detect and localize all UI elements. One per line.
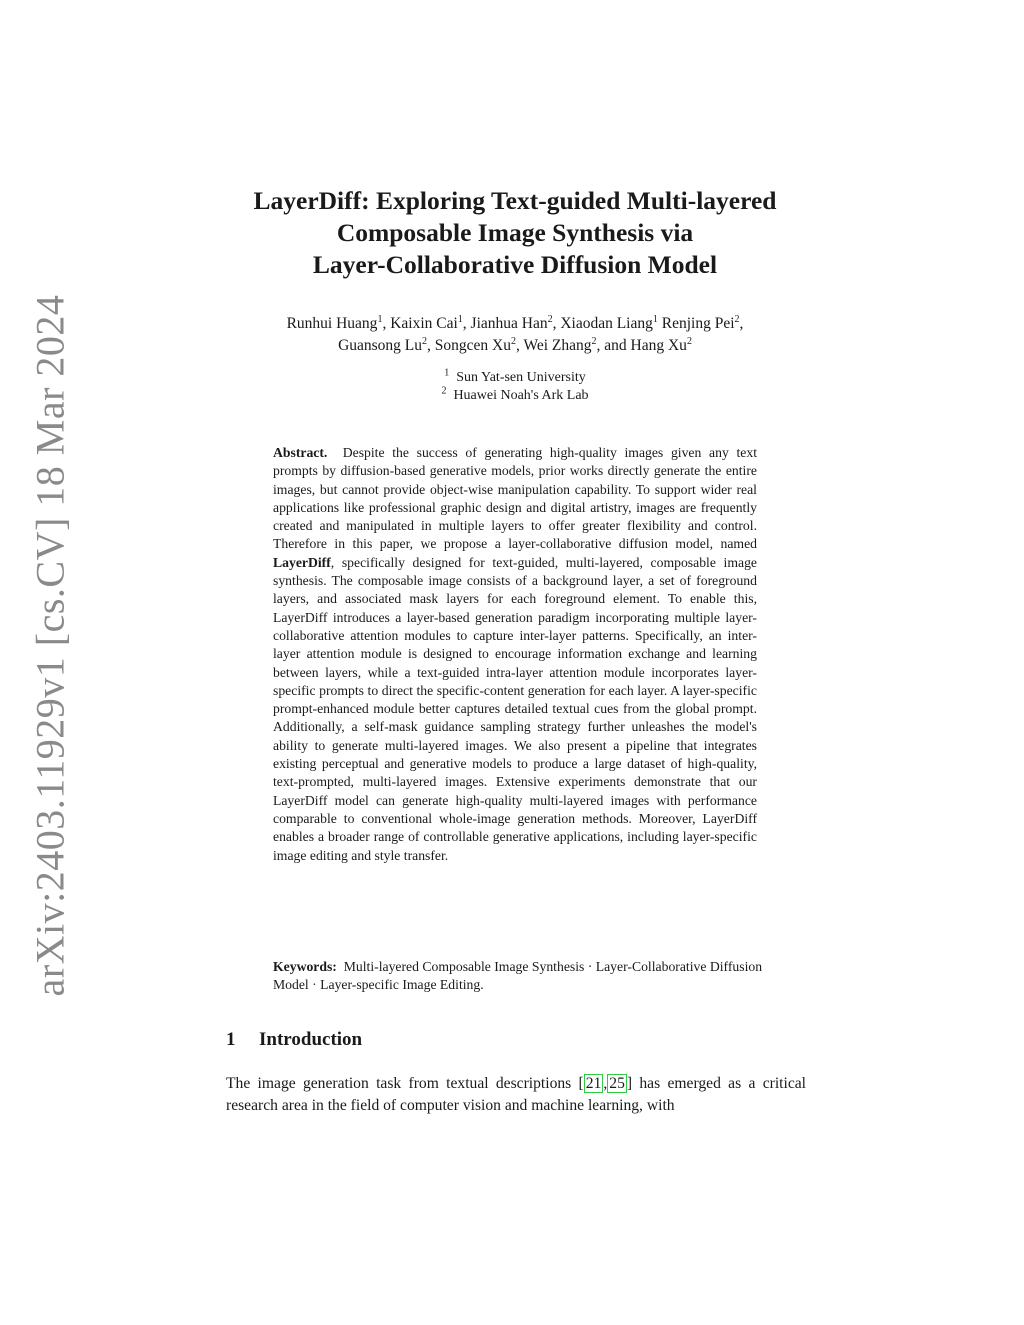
affiliation-number: 1	[444, 367, 450, 379]
author-separator: ,	[462, 315, 471, 332]
title-line: LayerDiff: Exploring Text-guided Multi-layered	[253, 186, 777, 215]
author-affiliation-mark: 1	[652, 313, 658, 325]
abstract-text: Despite the success of generating high-quality images given any text prompts by diffusion-based generative models, prior works directly generate the entire images, but cannot provide object-wise manipulation capability. To support wider real applications like professional graphic design and digital artistry, images are frequently created and manipulated in multiple layers to offer greater flexibility and control. Therefore in this paper, we propose a layer-collaborative diffusion model, named	[273, 445, 758, 552]
author-name: Kaixin Cai	[390, 315, 458, 332]
keywords-label: Keywords:	[273, 959, 337, 974]
intro-text: has emerged as a critical research area in the field of computer vision and machine learning, with	[226, 1075, 807, 1114]
author-separator: ,	[515, 337, 524, 354]
author-affiliation-mark: 2	[422, 335, 428, 347]
citation-separator: ,	[603, 1075, 608, 1092]
affiliation-name: Sun Yat-sen University	[456, 370, 586, 385]
affiliation-item	[300, 387, 730, 405]
author-separator: ,	[739, 315, 744, 332]
author-affiliation-mark: 1	[457, 313, 463, 325]
author-affiliation-mark: 2	[510, 335, 516, 347]
author-name: Xiaodan Liang	[560, 315, 653, 332]
author-separator: , and	[596, 337, 631, 354]
author-separator: ,	[552, 315, 561, 332]
intro-paragraph: The image generation task from textual descriptions [ 21 , 25 ] has emerged as a critical research area in the field of computer vision and machine learning, with	[226, 1075, 807, 1114]
citation-link[interactable]: 21	[585, 1075, 602, 1092]
author-affiliation-mark: 2	[547, 313, 553, 325]
author-name: Hang Xu	[630, 337, 687, 354]
author-affiliation-mark: 1	[377, 313, 383, 325]
author-separator: ,	[427, 337, 435, 354]
section-title: Introduction	[259, 1029, 363, 1050]
abstract-text: , specifically designed for text-guided, multi-layered, composable image synthesis. The composable image consists of a background layer, a set of foreground layers, and associated mask layers for each foreground element. To enable this, LayerDiff introduces a layer-based generation paradigm incorporating multiple layer-collaborative attention modules to capture inter-layer patterns. Specifically, an inter-layer attention module is designed to encourage information exchange and learning between layers, while a text-guided intra-layer attention module incorporates layer-specific prompts to direct the specific-content generation for each layer. A layer-specific prompt-enhanced module better captures detailed textual cues from the global prompt. Additionally, a self-mask guidance sampling strategy further unleashes the model's ability to generate multi-layered images. We also present a pipeline that integrates existing perceptual and generative models to produce a large dataset of high-quality, text-prompted, multi-layered images. Extensive experiments demonstrate that our LayerDiff model can generate high-quality multi-layered images with performance comparable to conventional whole-image generation methods. Moreover, LayerDiff enables a broader range of controllable generative applications, including layer-specific image editing and style transfer.	[273, 554, 757, 863]
paper-title	[200, 185, 830, 281]
author-separator: ,	[382, 315, 391, 332]
affiliation-list	[300, 369, 730, 405]
author-affiliation-mark: 2	[591, 335, 597, 347]
affiliation-number: 2	[441, 385, 447, 397]
abstract	[273, 444, 757, 865]
author-affiliation-mark: 2	[734, 313, 740, 325]
section-number: 1	[226, 1029, 236, 1050]
author-name: Guansong Lu	[338, 337, 423, 354]
abstract-bold-term: LayerDiff	[273, 554, 331, 570]
intro-text: The image generation task from textual descriptions	[226, 1075, 572, 1092]
affiliation-name: Huawei Noah's Ark Lab	[453, 388, 589, 403]
title-line: Composable Image Synthesis via	[336, 218, 694, 247]
author-name: Renjing Pei	[661, 315, 735, 332]
citation-link[interactable]: 25	[609, 1075, 625, 1092]
section-heading	[226, 1029, 626, 1051]
abstract-label: Abstract.	[273, 445, 328, 460]
arxiv-identifier-stamp	[20, 294, 80, 996]
title-line: Layer-Collaborative Diffusion Model	[312, 250, 718, 279]
affiliation-item	[300, 369, 730, 387]
keywords	[273, 958, 797, 995]
author-name: Jianhua Han	[470, 315, 548, 332]
author-list	[200, 313, 830, 357]
author-name: Songcen Xu	[434, 337, 511, 354]
keywords-text: Multi-layered Composable Image Synthesis · Layer-Collaborative Diffusion Model · Layer-specific Image Editing.	[273, 959, 763, 993]
arxiv-identifier-text: arXiv:2403.11929v1 [cs.CV] 18 Mar 2024	[27, 294, 73, 996]
author-name: Wei Zhang	[523, 337, 592, 354]
author-affiliation-mark: 2	[686, 335, 692, 347]
author-name: Runhui Huang	[286, 315, 378, 332]
